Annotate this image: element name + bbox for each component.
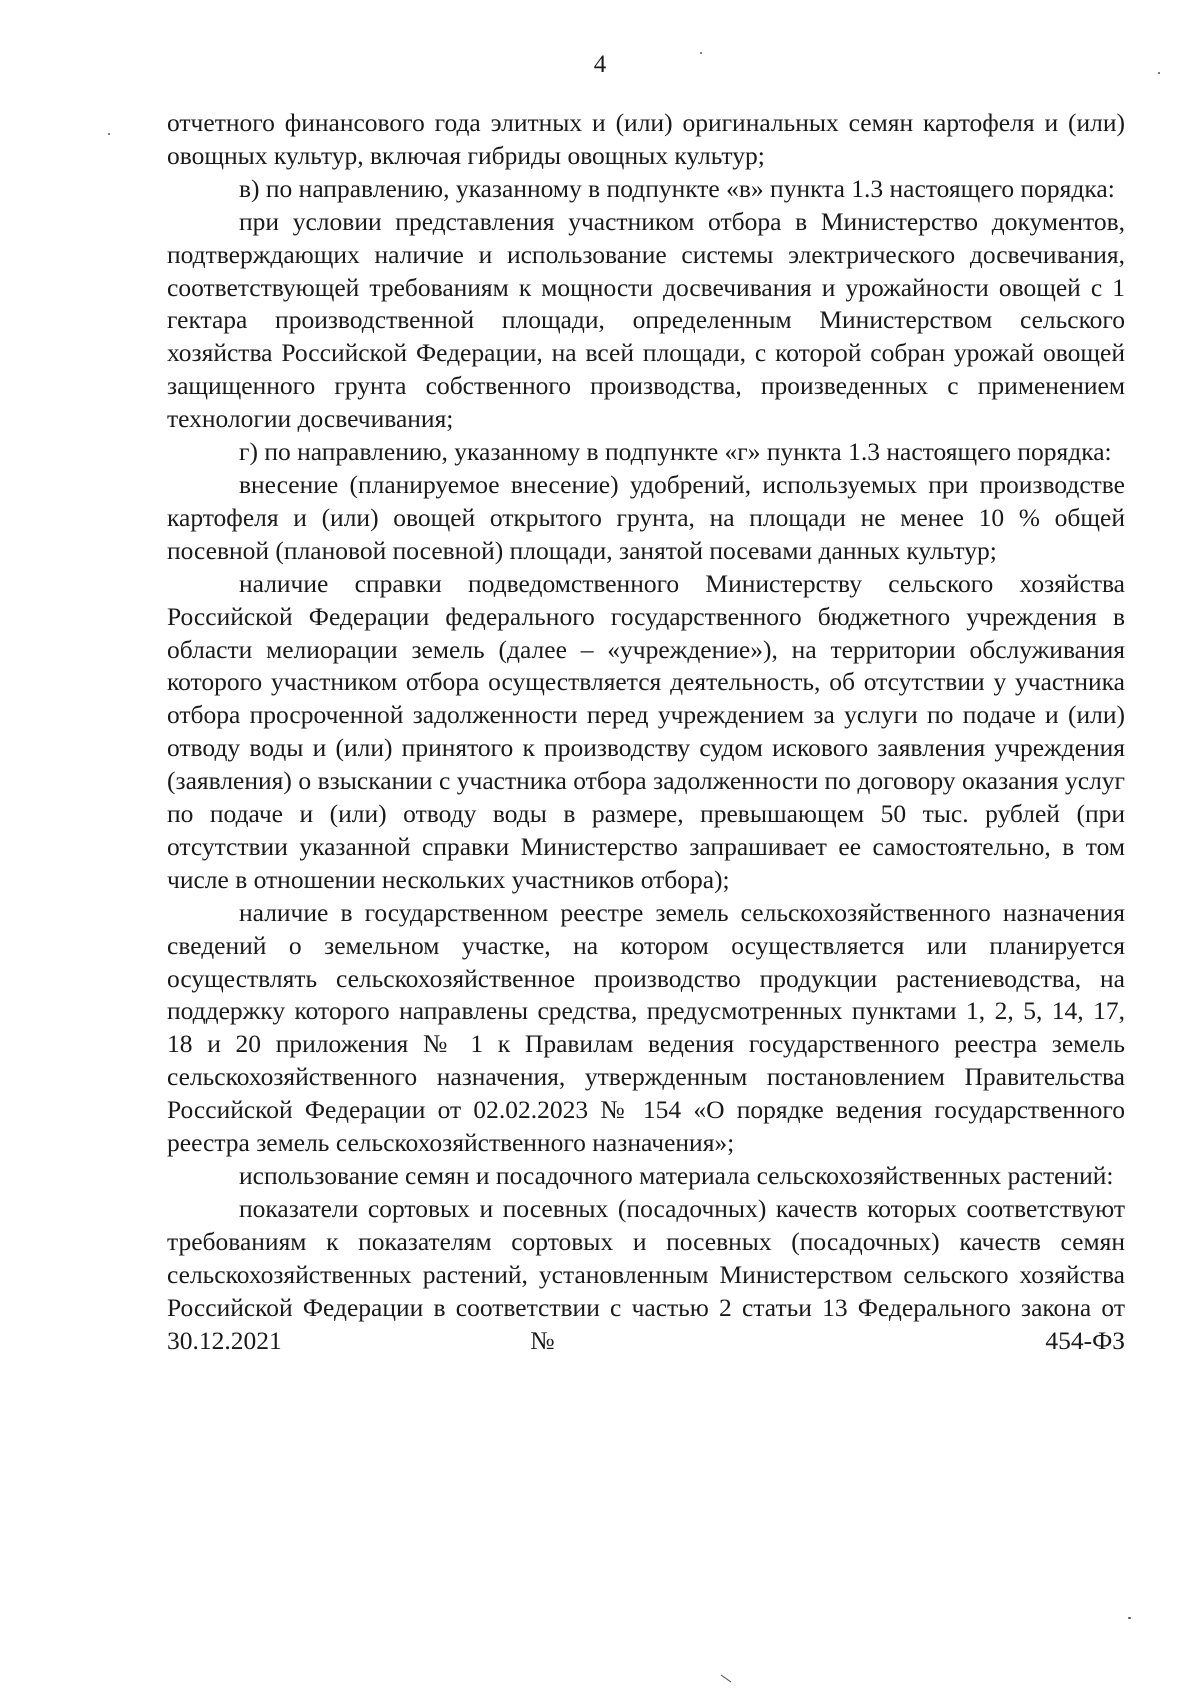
paragraph-land-registry: наличие в государственном реестре земель сельскохозяйственного назначения сведений о земельном участке, на котором осуществляется или планируется осуществлять сельскохозяйственное производство продукции растениеводства, на поддержку которого направлены средства, предусмотренных пунктами 1, 2, 5, 14, 17, 18 и 20 приложения № 1 к Правилам ведения государственного реестра земель сельскохозяйственного назначения, утвержденным постановлением Правительства Российской Федерации от 02.02.2023 № 154 «О порядке ведения государственного реестра земель сельскохозяйственного назначения»;	[167, 897, 1125, 1158]
paragraph-lighting-condition: при условии представления участником отбора в Министерство документов, подтверждающих наличие и использование системы электрического досвечивания, соответствующей требованиям к мощности досвечивания и урожайности овощей с 1 гектара производственной площади, определенным Министерством сельского хозяйства Российской Федерации, на всей площади, с которой собран урожай овощей защищенного грунта собственного производства, произведенных с применением технологии досвечивания;	[167, 206, 1125, 434]
scan-speck	[700, 52, 702, 54]
paragraph-continuation: отчетного финансового года элитных и (или) оригинальных семян картофеля и (или) овощных культур, включая гибриды овощных культур;	[167, 108, 1125, 170]
scan-speck	[721, 1675, 731, 1683]
paragraph-subitem-v: в) по направлению, указанному в подпункте «в» пункта 1.3 настоящего порядка:	[239, 173, 1115, 203]
scan-speck	[1128, 1617, 1131, 1619]
page-number: 4	[593, 51, 607, 78]
paragraph-reclamation-certificate: наличие справки подведомственного Министерству сельского хозяйства Российской Федерации федерального государственного бюджетного учреждения в области мелиорации земель (далее – «учреждение»), на территории обслуживания которого участником отбора осуществляется деятельность, об отсутствии у участника отбора просроченной задолженности перед учреждением за услуги по подаче и (или) отводу воды и (или) принятого к производству судом искового заявления учреждения (заявления) о взыскании с участника отбора задолженности по договору оказания услуг по подаче и (или) отводу воды в размере, превышающем 50 тыс. рублей (при отсутствии указанной справки Министерство запрашивает ее самостоятельно, в том числе в отношении нескольких участников отбора);	[167, 568, 1125, 894]
paragraph-fertilizer: внесение (планируемое внесение) удобрений, используемых при производстве картофеля и (или) овощей открытого грунта, на площади не менее 10 % общей посевной (плановой посевной) площади, занятой посевами данных культур;	[167, 469, 1125, 565]
scan-speck	[1158, 72, 1160, 74]
scan-speck	[108, 133, 110, 135]
paragraph-seed-quality: показатели сортовых и посевных (посадочных) качеств которых соответствуют требованиям к показателям сортовых и посевных (посадочных) качеств семян сельскохозяйственных растений, установленным Министерством сельского хозяйства Российской Федерации в соответствии с частью 2 статьи 13 Федерального закона от 30.12.2021 № 454-ФЗ	[167, 1193, 1125, 1355]
paragraph-seed-usage: использование семян и посадочного материала сельскохозяйственных растений:	[239, 1161, 1114, 1190]
paragraph-subitem-g: г) по направлению, указанному в подпункте «г» пункта 1.3 настоящего порядка:	[239, 437, 1112, 467]
document-body	[167, 107, 1125, 1357]
